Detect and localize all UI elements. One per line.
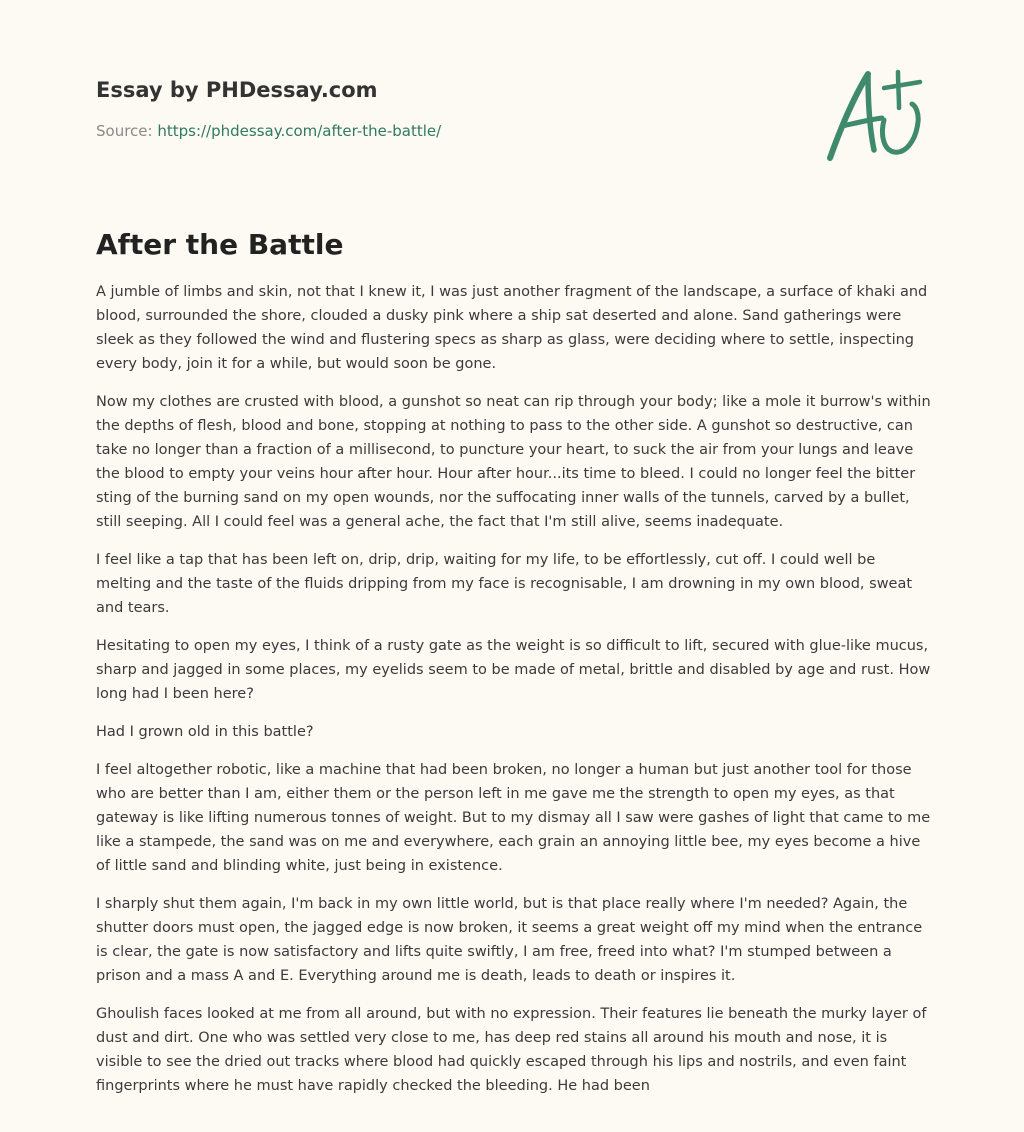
essay-paragraph: I feel altogether robotic, like a machine that had been broken, no longer a human but just another tool for those who are better than I am, either them or the person left in me gave me the strength to open my eyes, as that gateway is like lifting numerous tonnes of weight. But to my dismay all I saw were gashes of light that came to me like a stampede, the sand was on me and everywhere, each grain an annoying little bee, my eyes become a hive of little sand and blinding white, just being in existence. <box>96 762 931 874</box>
essay-paragraph: A jumble of limbs and skin, not that I knew it, I was just another fragment of the landscape, a surface of khaki and blood, surrounded the shore, clouded a dusky pink where a ship sat deserted and alone. Sand gatherings were sleek as they followed the wind and flustering specs as sharp as glass, were deciding where to settle, inspecting every body, join it for a while, but would soon be gone. <box>96 284 928 372</box>
source-line <box>96 120 736 142</box>
page-header <box>96 76 736 142</box>
source-label: Source: <box>96 122 158 140</box>
essay-paragraph: Ghoulish faces looked at me from all around, but with no expression. Their features lie beneath the murky layer of dust and dirt. One who was settled very close to me, has deep red stains all around his mouth and nose, it is visible to see the dried out tracks where blood had quickly escaped through his lips and nostrils, and even faint fingerprints where he must have rapidly checked the bleeding. He had been <box>96 1006 927 1094</box>
essay-paragraph: I feel like a tap that has been left on, drip, drip, waiting for my life, to be effortlessly, cut off. I could well be melting and the taste of the fluids dripping from my face is recognisable, I am drowning in my own blood, sweat and tears. <box>96 552 913 616</box>
site-title: Essay by PHDessay.com <box>96 78 378 102</box>
essay-paragraph: I sharply shut them again, I'm back in my own little world, but is that place really where I'm needed? Again, the shutter doors must open, the jagged edge is now broken, it seems a great weight off my mind when the entrance is clear, the gate is now satisfactory and lifts quite swiftly, I am free, freed into what? I'm stumped between a prison and a mass A and E. Everything around me is death, leads to death or inspires it. <box>96 896 923 984</box>
source-link[interactable]: https://phdessay.com/after-the-battle/ <box>157 122 442 140</box>
essay-article <box>96 226 932 1112</box>
essay-title: After the Battle <box>96 228 344 261</box>
a-plus-logo-icon <box>822 64 930 168</box>
essay-paragraph: Now my clothes are crusted with blood, a gunshot so neat can rip through your body; like a mole it burrow's within the depths of flesh, blood and bone, stopping at nothing to pass to the other side. A gunshot so destructive, can take no longer than a fraction of a millisecond, to puncture your heart, to suck the air from your lungs and leave the blood to empty your veins hour after hour. Hour after hour...its time to bleed. I could no longer feel the bitter sting of the burning sand on my open wounds, nor the suffocating inner walls of the tunnels, carved by a bullet, still seeping. All I could feel was a general ache, the fact that I'm still alive, seems inadequate. <box>96 394 931 530</box>
essay-paragraph: Hesitating to open my eyes, I think of a rusty gate as the weight is so difficult to lift, secured with glue-like mucus, sharp and jagged in some places, my eyelids seem to be made of metal, brittle and disabled by age and rust. How long had I been here? <box>96 638 931 702</box>
essay-paragraph: Had I grown old in this battle? <box>96 724 314 740</box>
